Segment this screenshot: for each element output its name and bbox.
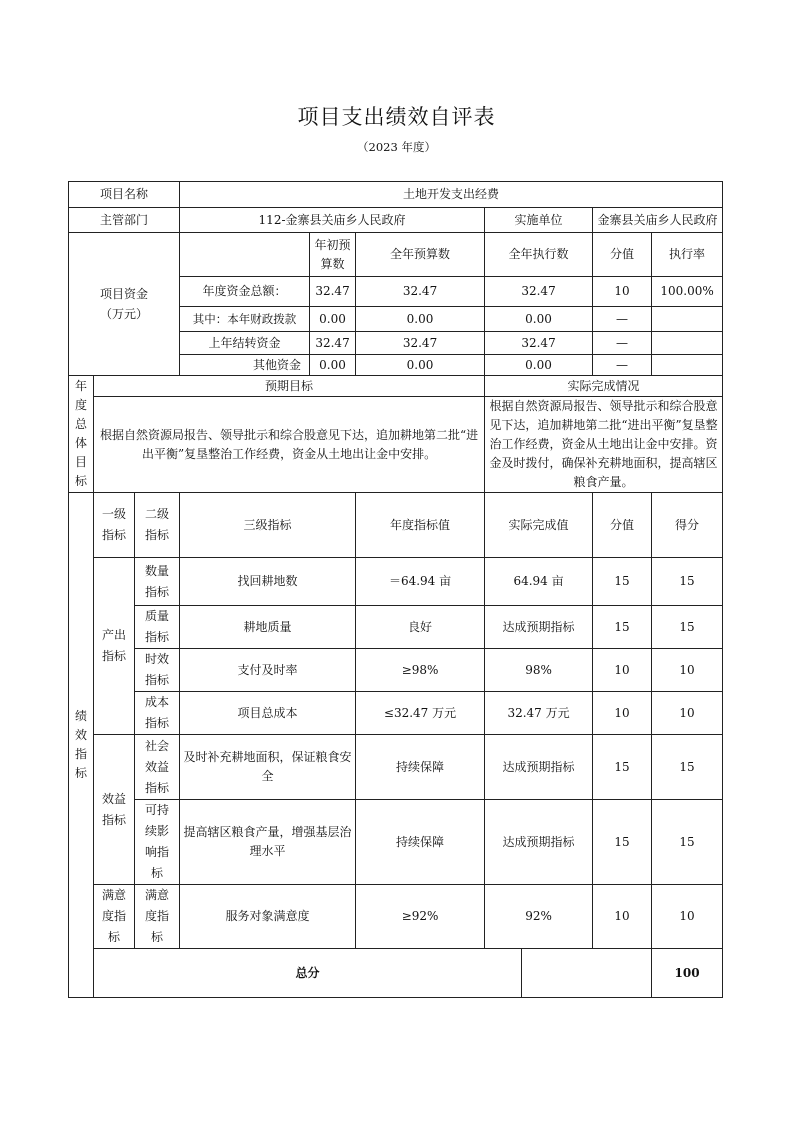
- level1-cell: 效益指标: [94, 735, 135, 885]
- actual-cell: 64.94 亩: [485, 558, 593, 606]
- implementing-unit-value: 金寨县关庙乡人民政府: [593, 208, 723, 233]
- score-value-cell: 15: [593, 558, 652, 606]
- funds-row-rate: [652, 355, 723, 376]
- goals-header-row: [69, 376, 723, 397]
- header-score: 得分: [652, 493, 723, 558]
- score-cell: 15: [652, 735, 723, 800]
- actual-goal-text: 根据自然资源局报告、领导批示和综合股意见下达，追加耕地第二批“进出平衡”复垦整治工作经费，资金从土地出让金中安排。资金及时拨付，确保补充耕地面积，提高辖区粮食产量。: [485, 397, 723, 493]
- department-row: [69, 208, 723, 233]
- level1-cell: 产出指标: [94, 558, 135, 735]
- header-level3: 三级指标: [180, 493, 356, 558]
- indicator-row: [69, 649, 723, 692]
- funds-row-annual: 0.00: [356, 355, 485, 376]
- expected-goal-text: 根据自然资源局报告、领导批示和综合股意见下达，追加耕地第二批“进出平衡”复垦整治工作经费，资金从土地出让金中安排。: [94, 397, 485, 493]
- indicator-row: [69, 735, 723, 800]
- page-subtitle: （2023 年度）: [357, 140, 436, 154]
- goals-section-label: 年度总体目标: [69, 376, 94, 493]
- department-value: 112-金寨县关庙乡人民政府: [180, 208, 485, 233]
- total-blank: [522, 949, 652, 998]
- level3-cell: 项目总成本: [180, 692, 356, 735]
- score-cell: 15: [652, 606, 723, 649]
- target-cell: 持续保障: [356, 800, 485, 885]
- funds-row-initial: 0.00: [310, 307, 356, 332]
- funds-row-score-value: —: [593, 332, 652, 355]
- funds-row-executed: 0.00: [485, 307, 593, 332]
- funds-row-score-value: —: [593, 307, 652, 332]
- indicators-section-label: 绩效指标: [69, 493, 94, 998]
- level3-cell: 支付及时率: [180, 649, 356, 692]
- funds-row-label: 其他资金: [180, 355, 310, 376]
- funds-row-initial: 0.00: [310, 355, 356, 376]
- actual-cell: 92%: [485, 885, 593, 949]
- total-row: [69, 949, 723, 998]
- indicator-row: [69, 558, 723, 606]
- funds-row-score-value: 10: [593, 277, 652, 307]
- funds-row-executed: 32.47: [485, 332, 593, 355]
- target-cell: ≥92%: [356, 885, 485, 949]
- funds-header-row: [69, 233, 723, 277]
- indicator-header-row: [69, 493, 723, 558]
- performance-table: [68, 181, 723, 998]
- funds-row-annual: 32.47: [356, 277, 485, 307]
- funds-row-initial: 32.47: [310, 332, 356, 355]
- score-value-cell: 10: [593, 692, 652, 735]
- implementing-unit-label: 实施单位: [485, 208, 593, 233]
- page-title: 项目支出绩效自评表: [297, 105, 496, 129]
- indicator-row: [69, 692, 723, 735]
- funds-row-annual: 32.47: [356, 332, 485, 355]
- expected-goal-header: 预期目标: [94, 376, 485, 397]
- score-cell: 15: [652, 800, 723, 885]
- level2-cell: 时效指标: [135, 649, 180, 692]
- level3-cell: 提高辖区粮食产量，增强基层治理水平: [180, 800, 356, 885]
- funds-row-label: 年度资金总额：: [180, 277, 310, 307]
- funds-row-executed: 32.47: [485, 277, 593, 307]
- project-name-value: 土地开发支出经费: [180, 182, 723, 208]
- level2-cell: 质量指标: [135, 606, 180, 649]
- funds-header-executed: 全年执行数: [485, 233, 593, 277]
- actual-cell: 达成预期指标: [485, 800, 593, 885]
- target-cell: ≤32.47 万元: [356, 692, 485, 735]
- funds-row-initial: 32.47: [310, 277, 356, 307]
- target-cell: ＝64.94 亩: [356, 558, 485, 606]
- actual-cell: 98%: [485, 649, 593, 692]
- actual-cell: 达成预期指标: [485, 606, 593, 649]
- funds-row-rate: 100.00%: [652, 277, 723, 307]
- funds-row-annual: 0.00: [356, 307, 485, 332]
- score-cell: 10: [652, 885, 723, 949]
- score-cell: 10: [652, 649, 723, 692]
- level2-cell: 数量指标: [135, 558, 180, 606]
- header-actual: 实际完成值: [485, 493, 593, 558]
- project-name-row: [69, 182, 723, 208]
- header-target: 年度指标值: [356, 493, 485, 558]
- funds-row-executed: 0.00: [485, 355, 593, 376]
- funds-row-rate: [652, 307, 723, 332]
- funds-header-initial: 年初预算数: [310, 233, 356, 277]
- level2-cell: 社会效益指标: [135, 735, 180, 800]
- score-cell: 10: [652, 692, 723, 735]
- score-value-cell: 15: [593, 606, 652, 649]
- score-value-cell: 10: [593, 885, 652, 949]
- target-cell: 持续保障: [356, 735, 485, 800]
- header-score-value: 分值: [593, 493, 652, 558]
- score-value-cell: 15: [593, 735, 652, 800]
- funds-row-rate: [652, 332, 723, 355]
- level3-cell: 耕地质量: [180, 606, 356, 649]
- level3-cell: 找回耕地数: [180, 558, 356, 606]
- funds-header-score-value: 分值: [593, 233, 652, 277]
- total-label: 总分: [94, 949, 522, 998]
- department-label: 主管部门: [69, 208, 180, 233]
- header-level2: 二级指标: [135, 493, 180, 558]
- funds-header-rate: 执行率: [652, 233, 723, 277]
- level2-cell: 满意度指标: [135, 885, 180, 949]
- level3-cell: 服务对象满意度: [180, 885, 356, 949]
- actual-cell: 32.47 万元: [485, 692, 593, 735]
- score-cell: 15: [652, 558, 723, 606]
- funds-header-annual: 全年预算数: [356, 233, 485, 277]
- header-level1: 一级指标: [94, 493, 135, 558]
- target-cell: 良好: [356, 606, 485, 649]
- level2-cell: 成本指标: [135, 692, 180, 735]
- score-value-cell: 10: [593, 649, 652, 692]
- funds-row-label: 其中：本年财政拨款: [180, 307, 310, 332]
- score-value-cell: 15: [593, 800, 652, 885]
- funds-row-score-value: —: [593, 355, 652, 376]
- target-cell: ≥98%: [356, 649, 485, 692]
- level1-cell: 满意度指标: [94, 885, 135, 949]
- actual-cell: 达成预期指标: [485, 735, 593, 800]
- funds-label: 项目资金（万元）: [69, 233, 180, 376]
- goals-content-row: [69, 397, 723, 493]
- total-score-value: 100: [652, 949, 723, 998]
- actual-goal-header: 实际完成情况: [485, 376, 723, 397]
- level2-cell: 可持续影响指标: [135, 800, 180, 885]
- indicator-row: [69, 606, 723, 649]
- funds-header-blank: [180, 233, 310, 277]
- indicator-row: [69, 800, 723, 885]
- project-name-label: 项目名称: [69, 182, 180, 208]
- funds-row-label: 上年结转资金: [180, 332, 310, 355]
- level3-cell: 及时补充耕地面积，保证粮食安全: [180, 735, 356, 800]
- indicator-row: [69, 885, 723, 949]
